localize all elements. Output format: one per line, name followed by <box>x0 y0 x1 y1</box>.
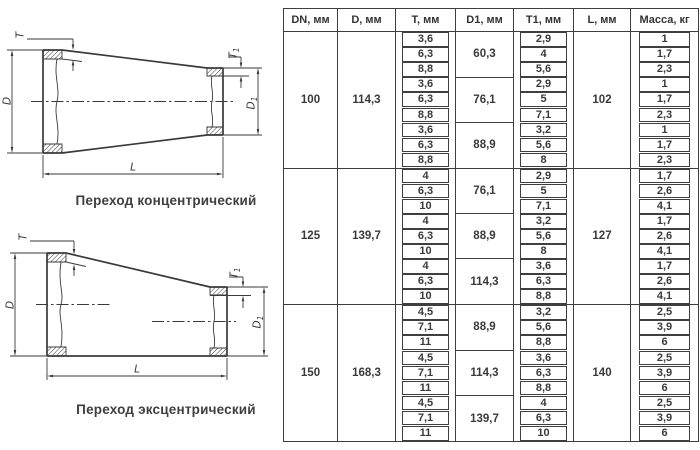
cell-mass <box>631 184 699 199</box>
dim-label-d: D <box>1 96 14 106</box>
centerline <box>36 305 236 322</box>
cell-t-value: 4,5 <box>402 396 449 411</box>
cell-mass-value: 3,9 <box>639 366 690 381</box>
col-header-t: T, мм <box>396 9 456 32</box>
concentric-reducer-drawing <box>0 28 272 183</box>
cell-t1 <box>514 92 574 107</box>
dim-label-t1: $T_1$ <box>228 267 242 279</box>
cell-mass-value: 1,7 <box>639 214 690 229</box>
cell-t-value: 7,1 <box>402 320 449 335</box>
cell-dn: 100 <box>284 32 338 169</box>
cell-t1 <box>514 199 574 214</box>
cell-t <box>396 380 456 395</box>
cell-t1-value: 5,6 <box>520 62 567 77</box>
cell-mass <box>631 320 699 335</box>
cell-mass <box>631 274 699 289</box>
cell-t <box>396 137 456 152</box>
cell-t-value: 6,3 <box>402 138 449 153</box>
cell-mass <box>631 168 699 184</box>
dim-label-d1: $D_1$ <box>245 96 259 110</box>
dim-label-l: L <box>130 161 136 174</box>
cell-t <box>396 32 456 48</box>
cell-t1-value: 3,2 <box>520 123 567 138</box>
cell-t <box>396 396 456 411</box>
drawings-panel <box>0 0 283 450</box>
cell-t-value: 4,5 <box>402 305 449 320</box>
cell-mass-value: 2,5 <box>639 396 690 411</box>
cell-d: 114,3 <box>338 32 396 169</box>
cell-t-value: 7,1 <box>402 411 449 426</box>
col-header-mass: Масса, кг <box>631 9 699 32</box>
cell-t <box>396 411 456 426</box>
cell-t1-value: 6,3 <box>520 274 567 289</box>
cell-mass <box>631 411 699 426</box>
cell-mass <box>631 289 699 305</box>
cell-t1-value: 7,1 <box>520 199 567 214</box>
dim-label-d1: $D_1$ <box>251 315 265 329</box>
cell-t-value: 11 <box>402 335 449 350</box>
cell-t <box>396 244 456 259</box>
cell-mass <box>631 199 699 214</box>
cell-t-value: 8,8 <box>402 153 449 168</box>
cell-mass-value: 2,6 <box>639 274 690 289</box>
cell-t1-value: 5,6 <box>520 229 567 244</box>
cell-mass <box>631 214 699 229</box>
cell-t1 <box>514 411 574 426</box>
cell-t <box>396 184 456 199</box>
eccentric-caption: Переход эксцентрический <box>76 402 256 417</box>
cell-mass-value: 1,7 <box>639 259 690 274</box>
cell-t1-value: 10 <box>520 426 567 441</box>
cell-mass <box>631 92 699 107</box>
cell-t1 <box>514 380 574 395</box>
concentric-caption: Переход концентрический <box>75 193 257 208</box>
cell-t <box>396 47 456 62</box>
cell-t-value: 11 <box>402 426 449 441</box>
cell-mass-value: 2,6 <box>639 229 690 244</box>
cell-t-value: 6,3 <box>402 229 449 244</box>
cell-mass-value: 6 <box>639 426 690 441</box>
cell-mass-value: 2,5 <box>639 305 690 320</box>
cell-d: 139,7 <box>338 168 396 305</box>
cell-t1-value: 4 <box>520 396 567 411</box>
cell-d1: 88,9 <box>456 122 514 168</box>
cell-mass-value: 2,5 <box>639 351 690 366</box>
cell-mass-value: 2,6 <box>639 184 690 199</box>
cell-t1-value: 8,8 <box>520 335 567 350</box>
cell-t <box>396 107 456 122</box>
cell-d1: 88,9 <box>456 305 514 351</box>
cell-d1: 88,9 <box>456 214 514 259</box>
cell-mass <box>631 305 699 321</box>
cell-t1-value: 3,2 <box>520 305 567 320</box>
cell-t1-value: 6,3 <box>520 411 567 426</box>
cell-t1-value: 5 <box>520 184 567 199</box>
cell-t1-value: 2,9 <box>520 169 567 184</box>
cell-mass-value: 1 <box>639 77 690 92</box>
cell-dn: 125 <box>284 168 338 305</box>
cell-d: 168,3 <box>338 305 396 442</box>
cell-mass-value: 1 <box>639 123 690 138</box>
cell-mass <box>631 350 699 365</box>
cell-t1-value: 3,6 <box>520 259 567 274</box>
cell-mass <box>631 47 699 62</box>
cell-mass-value: 4,1 <box>639 289 690 304</box>
cell-t-value: 6,3 <box>402 47 449 62</box>
col-header-dn: DN, мм <box>284 9 338 32</box>
col-header-l: L, мм <box>574 9 631 32</box>
cell-t1 <box>514 168 574 184</box>
cell-mass <box>631 107 699 122</box>
cell-t <box>396 229 456 244</box>
cell-t1 <box>514 289 574 305</box>
cell-t1-value: 2,9 <box>520 77 567 92</box>
cell-d1: 139,7 <box>456 396 514 442</box>
cell-t <box>396 214 456 229</box>
cell-d1: 76,1 <box>456 77 514 122</box>
cell-t1-value: 5,6 <box>520 320 567 335</box>
dim-label-t: T <box>14 31 27 39</box>
cell-t1 <box>514 184 574 199</box>
cell-t1 <box>514 426 574 442</box>
cell-mass-value: 6 <box>639 335 690 350</box>
cell-t1 <box>514 137 574 152</box>
cell-mass <box>631 229 699 244</box>
dimension-arrowheads <box>11 45 260 176</box>
cell-t <box>396 77 456 92</box>
cell-t <box>396 168 456 184</box>
cell-t <box>396 365 456 380</box>
cell-t-value: 10 <box>402 289 449 304</box>
cell-t1-value: 4 <box>520 47 567 62</box>
cell-t1 <box>514 122 574 137</box>
cell-t1-value: 3,6 <box>520 351 567 366</box>
cell-t-value: 8,8 <box>402 62 449 77</box>
cell-d1: 114,3 <box>456 350 514 395</box>
cell-t1 <box>514 335 574 350</box>
spec-table-container <box>283 8 698 442</box>
table-row <box>284 168 699 184</box>
cell-t1-value: 7,1 <box>520 108 567 123</box>
cell-t-value: 6,3 <box>402 184 449 199</box>
cell-mass-value: 1,7 <box>639 92 690 107</box>
cell-t1 <box>514 77 574 92</box>
cell-t1 <box>514 32 574 48</box>
eccentric-reducer-drawing <box>0 230 272 390</box>
dim-label-l: L <box>134 363 140 376</box>
cell-mass <box>631 122 699 137</box>
cell-mass-value: 3,9 <box>639 411 690 426</box>
cell-t <box>396 320 456 335</box>
cell-l: 102 <box>574 32 631 169</box>
cell-t1 <box>514 274 574 289</box>
cell-t1-value: 5,6 <box>520 138 567 153</box>
cell-mass <box>631 396 699 411</box>
cell-t1-value: 2,9 <box>520 32 567 47</box>
cell-mass-value: 2,3 <box>639 62 690 77</box>
cell-t-value: 7,1 <box>402 366 449 381</box>
cell-t-value: 6,3 <box>402 92 449 107</box>
cell-mass-value: 3,9 <box>639 320 690 335</box>
cell-t-value: 3,6 <box>402 32 449 47</box>
cell-l: 140 <box>574 305 631 442</box>
cell-t <box>396 335 456 350</box>
cell-t <box>396 259 456 274</box>
cell-t1 <box>514 305 574 321</box>
cell-mass-value: 1 <box>639 32 690 47</box>
cell-t1 <box>514 365 574 380</box>
cell-t <box>396 274 456 289</box>
cell-t <box>396 62 456 77</box>
cell-t1 <box>514 229 574 244</box>
dim-label-t1: $T_1$ <box>227 47 241 59</box>
cell-mass-value: 6 <box>639 381 690 396</box>
cell-t1 <box>514 350 574 365</box>
cell-t1-value: 8,8 <box>520 381 567 396</box>
cell-t1 <box>514 214 574 229</box>
cell-t <box>396 426 456 442</box>
cell-t <box>396 350 456 365</box>
cell-t-value: 8,8 <box>402 108 449 123</box>
cell-t-value: 4 <box>402 169 449 184</box>
cell-t-value: 11 <box>402 381 449 396</box>
cell-t1 <box>514 396 574 411</box>
cell-t1 <box>514 107 574 122</box>
cell-t <box>396 92 456 107</box>
cell-t1 <box>514 153 574 169</box>
cell-t1 <box>514 62 574 77</box>
cell-t1-value: 8,8 <box>520 289 567 304</box>
cell-t-value: 3,6 <box>402 77 449 92</box>
cell-t1 <box>514 259 574 274</box>
cell-t-value: 6,3 <box>402 274 449 289</box>
cell-t <box>396 289 456 305</box>
cell-t <box>396 305 456 321</box>
header-row <box>284 9 699 32</box>
cell-t-value: 4 <box>402 259 449 274</box>
cell-l: 127 <box>574 168 631 305</box>
cell-t-value: 3,6 <box>402 123 449 138</box>
cell-t1-value: 8 <box>520 244 567 259</box>
cell-mass-value: 1,7 <box>639 47 690 62</box>
cell-mass-value: 2,3 <box>639 153 690 168</box>
cell-mass <box>631 380 699 395</box>
cell-dn: 150 <box>284 305 338 442</box>
dim-label-d: D <box>4 300 17 310</box>
cell-t <box>396 122 456 137</box>
col-header-d: D, мм <box>338 9 396 32</box>
cell-d1: 114,3 <box>456 259 514 305</box>
cell-mass-value: 1,7 <box>639 138 690 153</box>
cell-mass-value: 4,1 <box>639 199 690 214</box>
cell-t1-value: 3,2 <box>520 214 567 229</box>
cell-mass <box>631 153 699 169</box>
cell-t-value: 4 <box>402 214 449 229</box>
cell-t1-value: 6,3 <box>520 366 567 381</box>
cell-mass <box>631 32 699 48</box>
cell-mass <box>631 77 699 92</box>
cell-t <box>396 153 456 169</box>
cell-d1: 76,1 <box>456 168 514 214</box>
cell-t-value: 10 <box>402 199 449 214</box>
cell-mass-value: 2,3 <box>639 108 690 123</box>
cell-mass <box>631 335 699 350</box>
cell-t-value: 10 <box>402 244 449 259</box>
cell-d1: 60,3 <box>456 32 514 78</box>
col-header-t1: T1, мм <box>514 9 574 32</box>
cell-mass <box>631 244 699 259</box>
cell-t1 <box>514 47 574 62</box>
dim-label-t: T <box>17 233 30 241</box>
cell-mass <box>631 62 699 77</box>
cell-t-value: 4,5 <box>402 351 449 366</box>
table-row <box>284 32 699 48</box>
cell-t1 <box>514 320 574 335</box>
cell-t <box>396 199 456 214</box>
table-row <box>284 305 699 321</box>
cell-mass <box>631 259 699 274</box>
reducers-spec-table <box>283 8 699 442</box>
cell-t1-value: 5 <box>520 92 567 107</box>
col-header-d1: D1, мм <box>456 9 514 32</box>
cell-mass-value: 4,1 <box>639 244 690 259</box>
cell-mass <box>631 137 699 152</box>
cell-mass-value: 1,7 <box>639 169 690 184</box>
cell-mass <box>631 426 699 442</box>
cell-t1-value: 8 <box>520 153 567 168</box>
cell-t1 <box>514 244 574 259</box>
cell-mass <box>631 365 699 380</box>
